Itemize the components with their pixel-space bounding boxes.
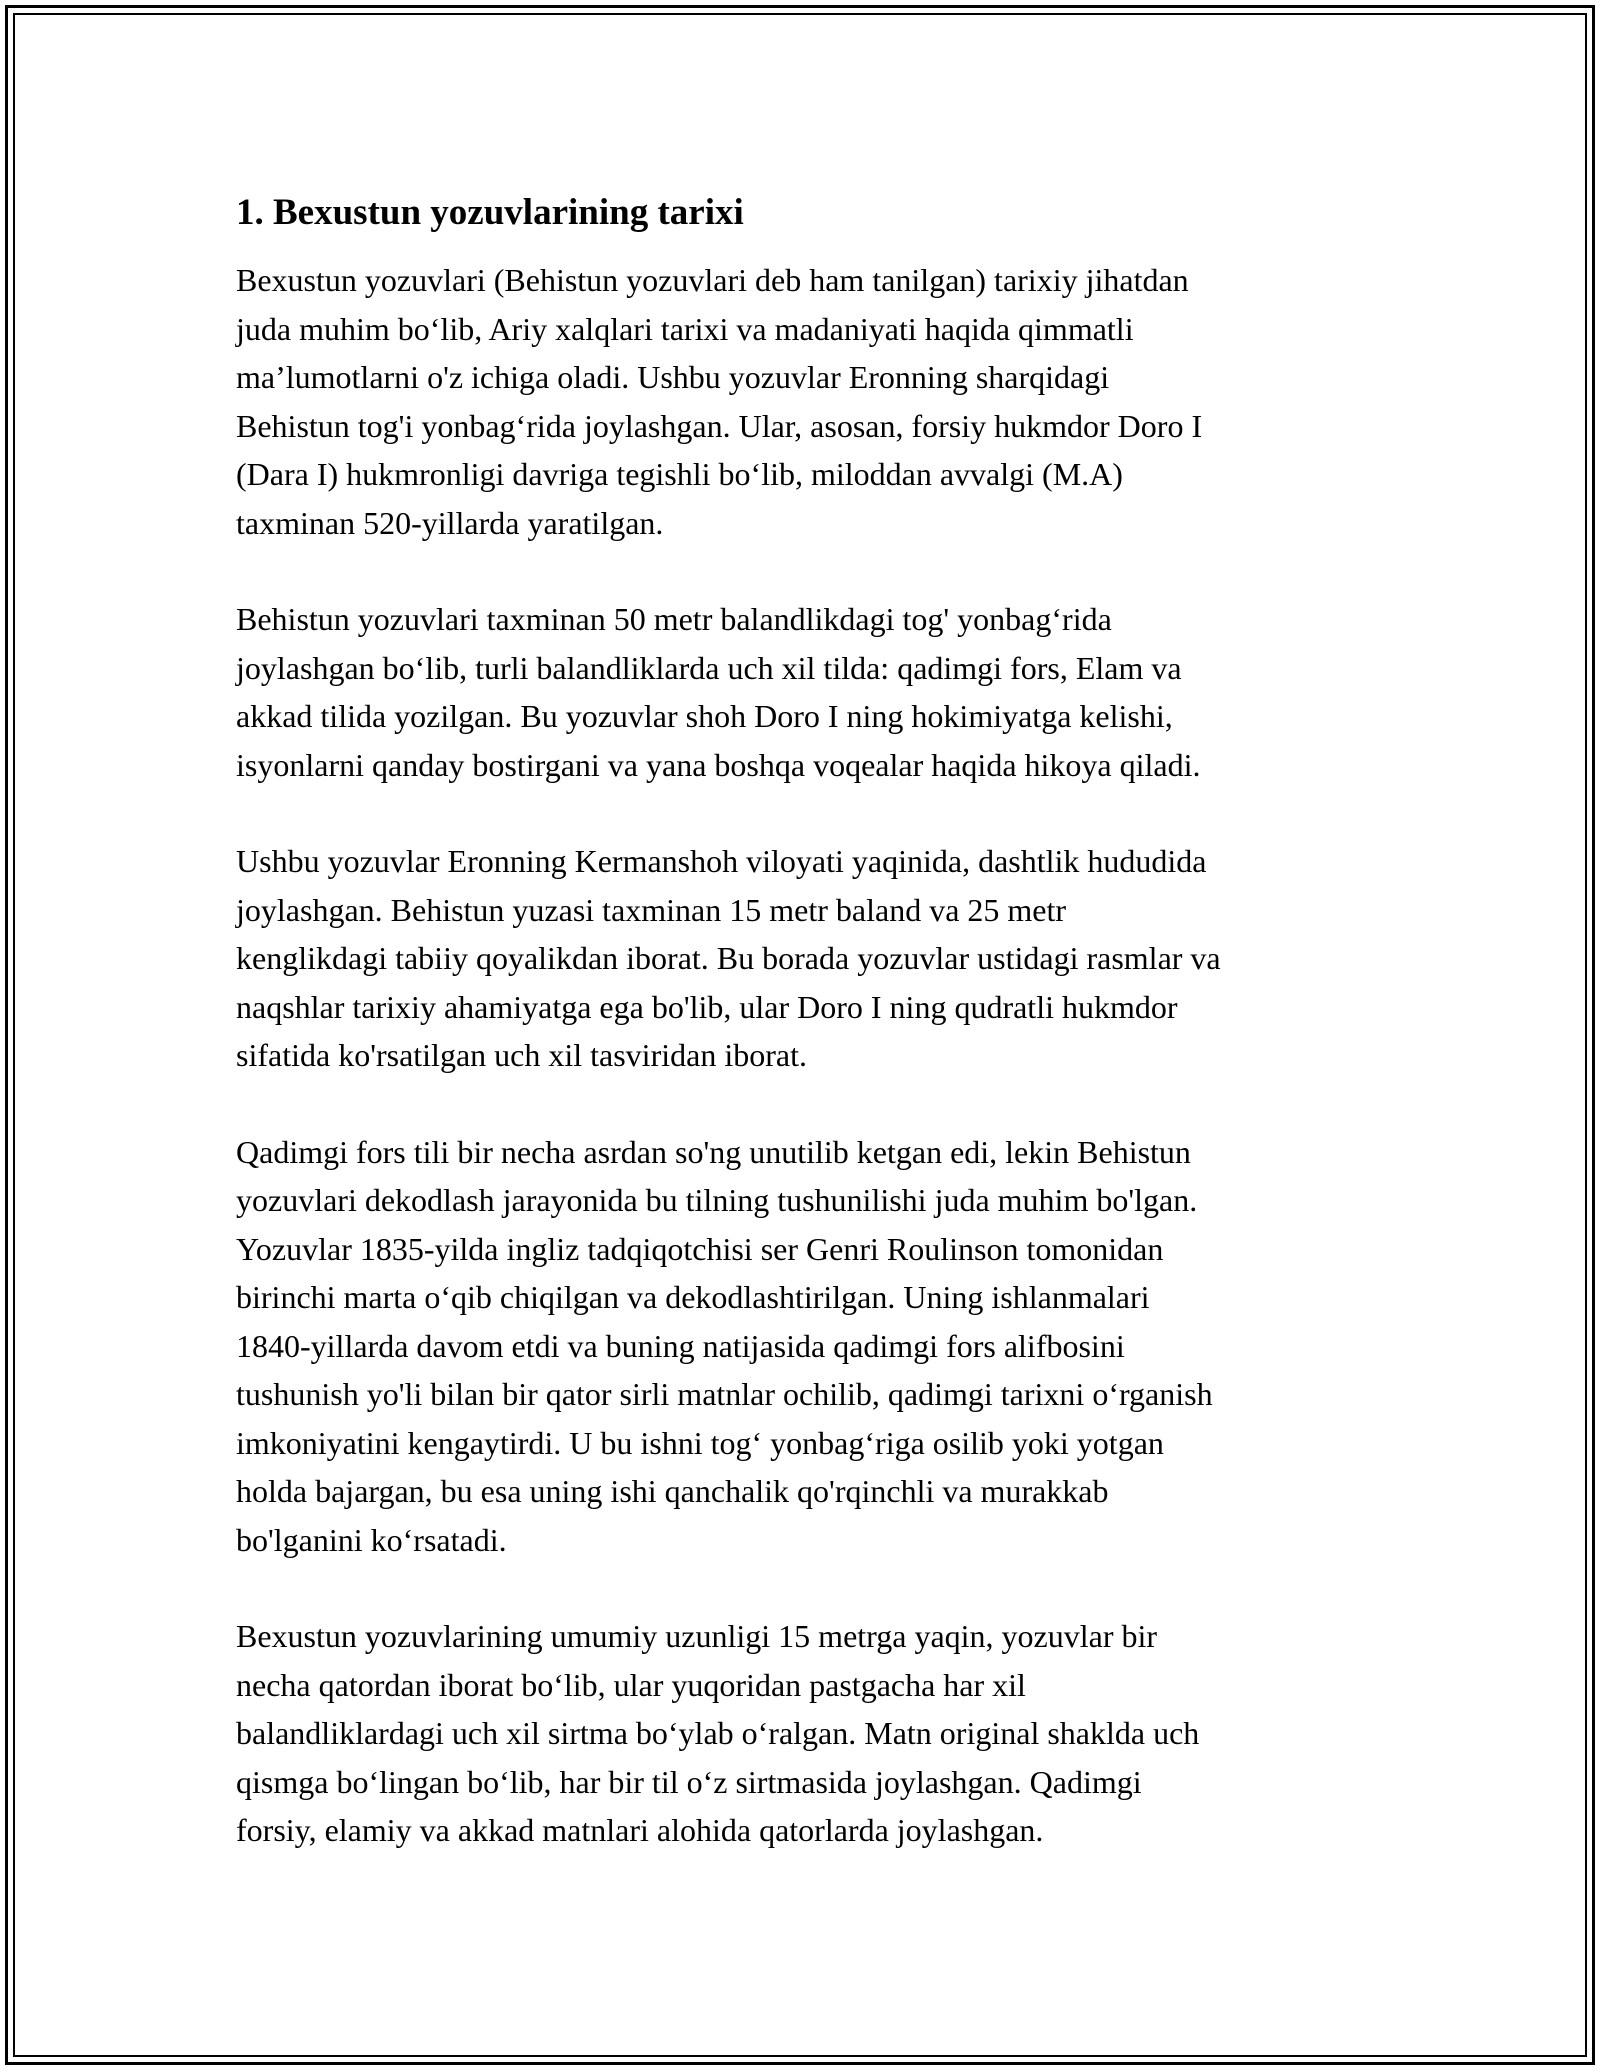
paragraph-3 <box>236 837 1376 1080</box>
text-line: Bexustun yozuvlarining umumiy uzunligi 15 metrga yaqin, yozuvlar bir <box>236 1618 1158 1654</box>
text-line: sifatida ko'rsatilgan uch xil tasviridan iborat. <box>236 1037 807 1073</box>
text-line: bo'lganini ko‘rsatadi. <box>236 1521 507 1558</box>
text-line: Yozuvlar 1835-yilda ingliz tadqiqotchisi ser Genri Roulinson tomonidan <box>236 1230 1164 1267</box>
text-line: yozuvlari dekodlash jarayonida bu tilning tushunilishi juda muhim bo'lgan. <box>236 1182 1198 1218</box>
text-line: qismga bo‘lingan bo‘lib, har bir til o‘z sirtmasida joylashgan. Qadimgi <box>236 1763 1142 1800</box>
text-line: necha qatordan iborat bo‘lib, ular yuqoridan pastgacha har xil <box>236 1666 1026 1703</box>
text-line: forsiy, elamiy va akkad matnlari alohida qatorlarda joylashgan. <box>236 1812 1044 1848</box>
text-line: Bexustun yozuvlari (Behistun yozuvlari deb ham tanilgan) tarixiy jihatdan <box>236 262 1189 298</box>
text-line: joylashgan. Behistun yuzasi taxminan 15 metr baland va 25 metr <box>236 891 1067 928</box>
text-line: tushunish yo'li bilan bir qator sirli matnlar ochilib, qadimgi tarixni o‘rganish <box>236 1376 1213 1412</box>
section-heading: 1. Bexustun yozuvlarining tarixi <box>236 192 744 233</box>
text-line: taxminan 520-yillarda yaratilgan. <box>236 504 664 541</box>
text-line: 1840-yillarda davom etdi va buning natijasida qadimgi fors alifbosini <box>236 1327 1125 1364</box>
paragraph-4 <box>236 1128 1376 1565</box>
text-line: Behistun tog'i yonbag‘rida joylashgan. Ular, asosan, forsiy hukmdor Doro I <box>236 407 1203 444</box>
text-line: naqshlar tarixiy ahamiyatga ega bo'lib, ular Doro I ning qudratli hukmdor <box>236 988 1178 1025</box>
text-line: ma’lumotlarni o'z ichiga oladi. Ushbu yozuvlar Eronning sharqidagi <box>236 359 1110 395</box>
text-line: Ushbu yozuvlar Eronning Kermanshoh viloyati yaqinida, dashtlik hududida <box>236 843 1207 879</box>
paragraph-5 <box>236 1612 1376 1855</box>
text-line: kenglikdagi tabiiy qoyalikdan iborat. Bu borada yozuvlar ustidagi rasmlar va <box>236 940 1221 976</box>
text-line: holda bajargan, bu esa uning ishi qanchalik qo'rqinchli va murakkab <box>236 1473 1109 1509</box>
text-line: birinchi marta o‘qib chiqilgan va dekodlashtirilgan. Uning ishlanmalari <box>236 1279 1150 1315</box>
text-line: akkad tilida yozilgan. Bu yozuvlar shoh Doro I ning hokimiyatga kelishi, <box>236 698 1173 734</box>
text-line: juda muhim bo‘lib, Ariy xalqlari tarixi va madaniyati haqida qimmatli <box>236 310 1134 347</box>
text-line: balandliklardagi uch xil sirtma bo‘ylab o‘ralgan. Matn original shaklda uch <box>236 1715 1200 1751</box>
document-body <box>236 186 1376 1903</box>
text-line: joylashgan bo‘lib, turli balandliklarda uch xil tilda: qadimgi fors, Elam va <box>236 649 1182 686</box>
paragraph-1 <box>236 256 1376 547</box>
text-line: (Dara I) hukmronligi davriga tegishli bo‘lib, miloddan avvalgi (M.A) <box>236 456 1123 492</box>
text-line: imkoniyatini kengaytirdi. U bu ishni tog‘ yonbag‘riga osilib yoki yotgan <box>236 1424 1164 1461</box>
text-line: isyonlarni qanday bostirgani va yana boshqa voqealar haqida hikoya qiladi. <box>236 746 1201 783</box>
text-line: Qadimgi fors tili bir necha asrdan so'ng unutilib ketgan edi, lekin Behistun <box>236 1133 1191 1170</box>
paragraph-2 <box>236 595 1376 789</box>
text-line: Behistun yozuvlari taxminan 50 metr balandlikdagi tog' yonbag‘rida <box>236 601 1112 637</box>
